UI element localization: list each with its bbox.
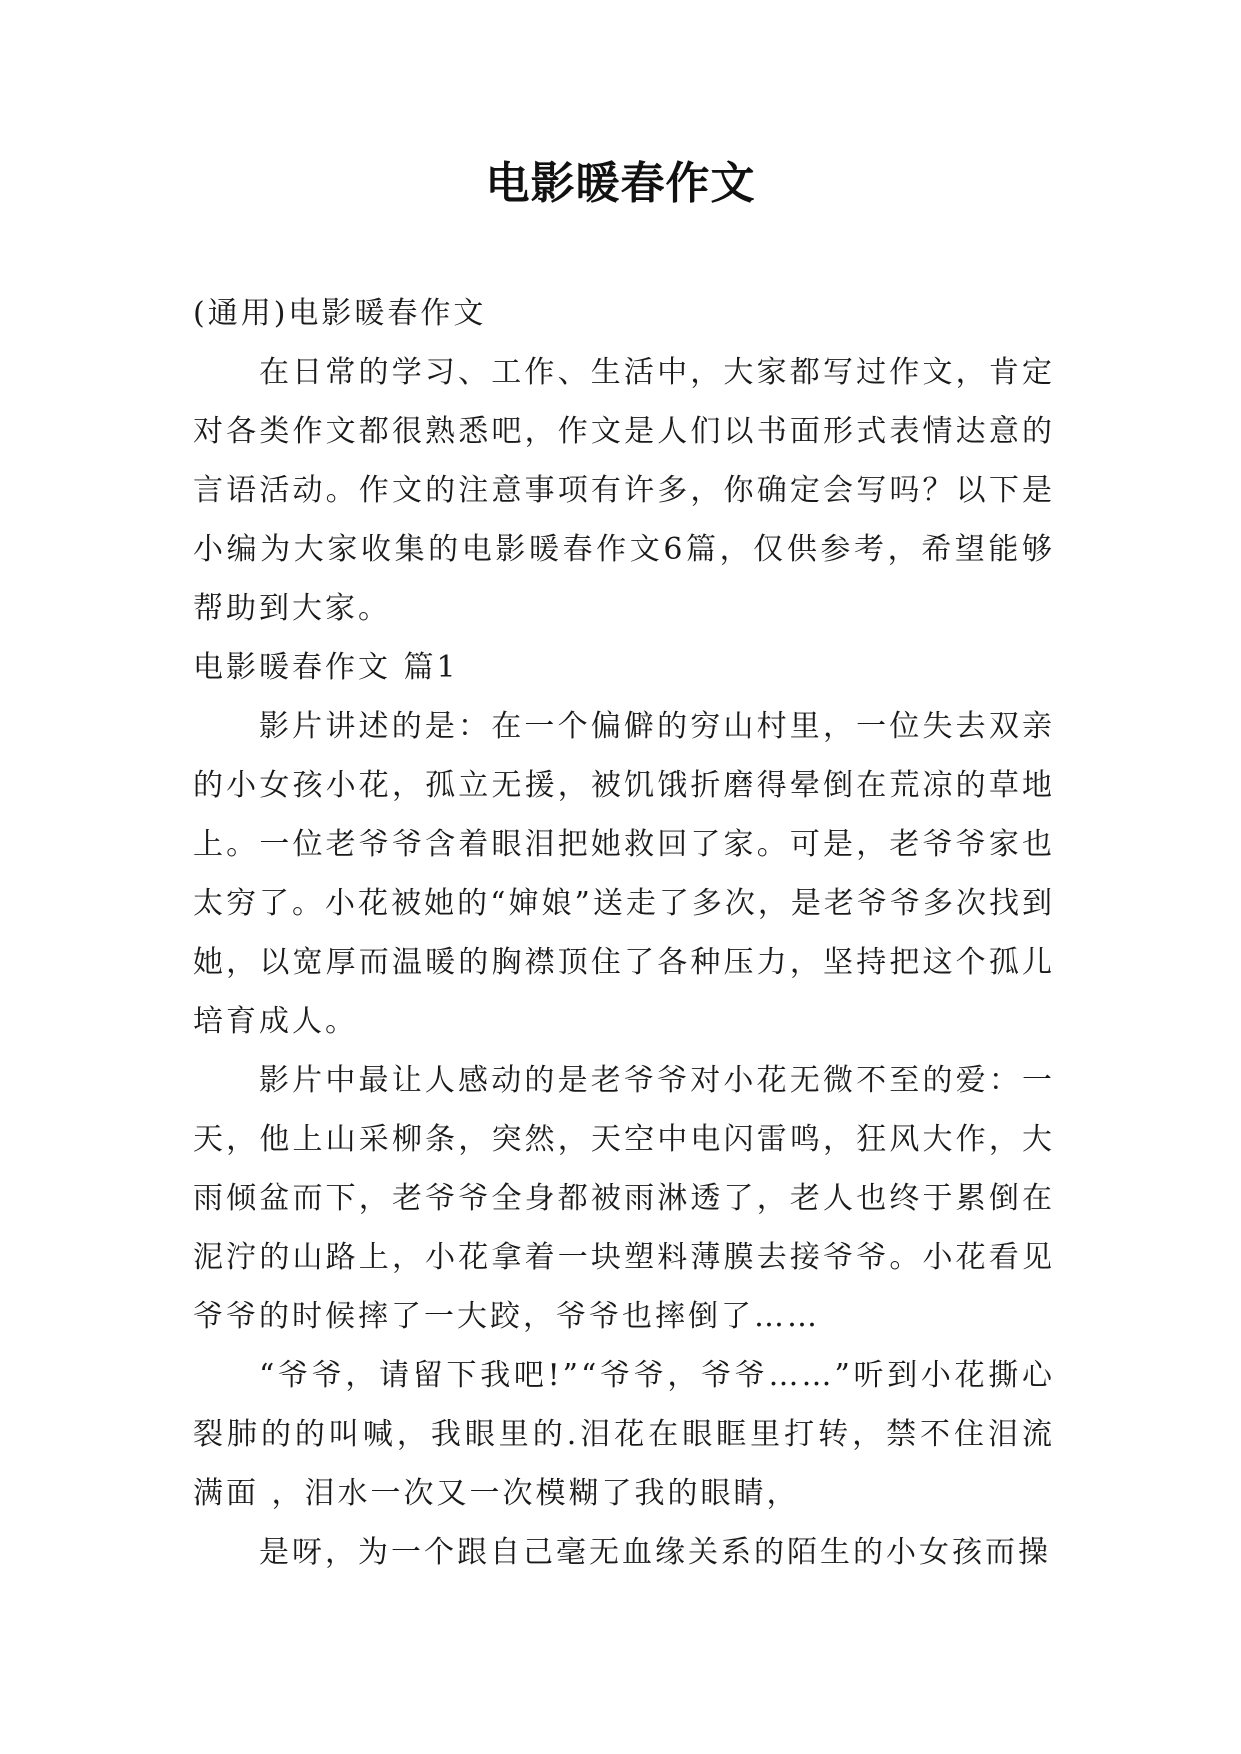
- body-paragraph: 影片讲述的是：在一个偏僻的穷山村里，一位失去双亲的小女孩小花，孤立无援，被饥饿折磨得晕倒在荒凉的草地上。一位老爷爷含着眼泪把她救回了家。可是，老爷爷家也太穷了。小花被她的“婶娘”送走了多次，是老爷爷多次找到她，以宽厚而温暖的胸襟顶住了各种压力，坚持把这个孤儿培育成人。: [193, 709, 1055, 1039]
- intro-paragraph: 在日常的学习、工作、生活中，大家都写过作文，肯定对各类作文都很熟悉吧，作文是人们以书面形式表情达意的言语活动。作文的注意事项有许多，你确定会写吗？以下是小编为大家收集的电影暖春作文6篇，仅供参考，希望能够帮助到大家。: [193, 355, 1055, 626]
- document-title: 电影暖春作文: [485, 158, 756, 209]
- body-paragraph: 影片中最让人感动的是老爷爷对小花无微不至的爱：一天，他上山采柳条，突然，天空中电闪雷鸣，狂风大作，大雨倾盆而下，老爷爷全身都被雨淋透了，老人也终于累倒在泥泞的山路上，小花拿着一块塑料薄膜去接爷爷。小花看见爷爷的时候摔了一大跤，爷爷也摔倒了……: [193, 1063, 1055, 1334]
- body-paragraph: 是呀，为一个跟自己毫无血缘关系的陌生的小女孩而操: [259, 1535, 1051, 1570]
- section-heading: 电影暖春作文 篇1: [193, 650, 459, 685]
- subtitle-line: (通用)电影暖春作文: [193, 296, 487, 331]
- document-body: [193, 284, 1055, 1582]
- body-paragraph: “爷爷，请留下我吧!”“爷爷，爷爷……”听到小花撕心裂肺的的叫喊，我眼里的.泪花在眼眶里打转，禁不住泪流满面 ，泪水一次又一次模糊了我的眼睛，: [193, 1358, 1055, 1511]
